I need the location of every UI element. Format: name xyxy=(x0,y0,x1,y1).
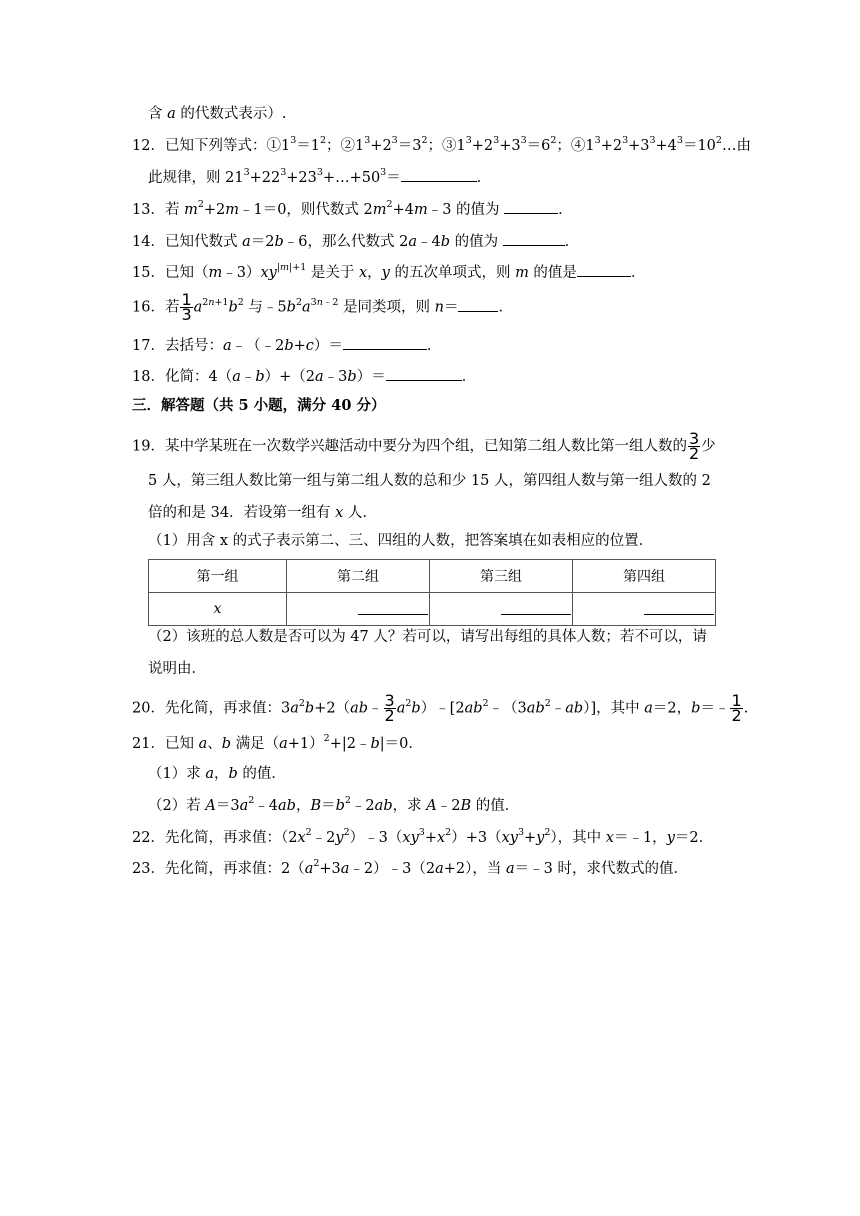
table-header-cell: 第四组 xyxy=(573,560,716,593)
question-17: 17．去括号：a﹣（﹣2b+c）＝ ． xyxy=(132,335,441,356)
question-number: 20． xyxy=(132,700,165,717)
table-cell-second-group[interactable] xyxy=(287,593,430,626)
table-header-cell: 第一组 xyxy=(149,560,287,593)
answer-blank[interactable] xyxy=(458,297,498,312)
question-number: 23． xyxy=(132,861,165,877)
table-header-cell: 第二组 xyxy=(287,560,430,593)
answer-blank[interactable] xyxy=(504,199,558,214)
question-12-line2: 此规律，则 $21^3+22^3+23^3+\dots+50^3=$ ． xyxy=(148,167,492,186)
question-23: 23．先化简，再求值：$2(a^2+3a﹣2)﹣3(2a+2)$，当 a＝﹣3 时，求代数式的值． xyxy=(132,858,688,877)
question-20: 20．先化简，再求值：$3a^2b+2(ab﹣$ $\frac{3}{2}$ $a^2b)﹣[2ab^2﹣(3ab^2﹣ab)]$，其中 a＝2，b＝﹣ $\frac{1}{2}$ . xyxy=(132,691,749,725)
fraction-three-halves: $\frac{3}{2}$ xyxy=(384,691,395,725)
answer-blank[interactable] xyxy=(644,600,714,615)
question-number: 17． xyxy=(132,338,165,354)
answer-blank[interactable] xyxy=(501,600,571,615)
table-header-cell: 第三组 xyxy=(430,560,573,593)
answer-blank[interactable] xyxy=(503,231,565,246)
answer-blank[interactable] xyxy=(577,262,631,277)
answer-blank[interactable] xyxy=(386,366,462,381)
question-21: 21．已知 a、b 满足$(a+1)^2+|2﹣b|=0$． xyxy=(132,733,423,752)
question-19-part2-line1: （2）该班的总人数是否可以为 47 人？若可以，请写出每组的具体人数；若不可以，请 xyxy=(148,629,707,645)
table-header-row xyxy=(149,560,716,593)
section-heading: 三．解答题（共 5 小题，满分 40 分） xyxy=(132,397,386,414)
answer-blank[interactable] xyxy=(401,167,477,182)
question-21-part1: （1）求 a，b 的值． xyxy=(148,766,286,782)
question-19-part1: （1）用含 x 的式子表示第二、三、四组的人数，把答案填在如表相应的位置． xyxy=(148,533,654,549)
question-number: 16． xyxy=(132,299,165,316)
question-15: 15．已知$(m﹣3)xy^{|m|+1}$ 是关于 x，y 的五次单项式，则 m 的值是 ． xyxy=(132,262,646,281)
question-22: 22．先化简，再求值：$(2x^2﹣2y^2)﹣3(xy^3+x^2)+3(xy^3+y^2)$，其中 x＝﹣1，y＝2． xyxy=(132,827,714,846)
question-number: 19． xyxy=(132,438,165,455)
question-16: 16．若 $\frac{1}{3}$ $a^{2n+1}b^2$ 与$﹣5b^2a^{3n﹣2}$ 是同类项，则 n＝ ． xyxy=(132,290,513,324)
question-number: 12． xyxy=(132,138,165,154)
question-19-line3: 倍的和是 34．若设第一组有 x 人． xyxy=(148,505,377,521)
fraction-one-half: $\frac{1}{2}$ xyxy=(731,691,742,725)
group-table xyxy=(148,559,716,626)
question-12-line1: 12．已知下列等式：$①1^3=1^2$；$②1^3+2^3=3^2$；$③1^3+2^3+3^3=6^2$；$④1^3+2^3+3^3+4^3=10^2\dots$由 xyxy=(132,135,751,154)
question-number: 15． xyxy=(132,265,165,281)
table-cell-fourth-group[interactable] xyxy=(573,593,716,626)
fraction-one-third: $\frac{1}{3}$ xyxy=(181,290,192,324)
table-row xyxy=(149,593,716,626)
question-number: 21． xyxy=(132,736,165,752)
question-number: 22． xyxy=(132,830,165,846)
question-number: 14． xyxy=(132,234,165,250)
question-13: 13．若 $m^2+2m﹣1=0$，则代数式 $2m^2+4m﹣3$ 的值为 ． xyxy=(132,199,573,218)
answer-blank[interactable] xyxy=(358,600,428,615)
question-14: 14．已知代数式 a＝2b﹣6，那么代数式 2a﹣4b 的值为 ． xyxy=(132,231,579,252)
fraction-three-halves: $\frac{3}{2}$ xyxy=(688,429,700,463)
question-18: 18．化简：4（a﹣b）+（2a﹣3b）＝ ． xyxy=(132,366,476,387)
question-11-tail: 含 a 的代数式表示）. xyxy=(148,106,287,122)
question-21-part2: （2）若 $A=3a^2﹣4ab$，$B=b^2﹣2ab$，求 A﹣2B 的值． xyxy=(148,795,520,814)
table-cell-third-group[interactable] xyxy=(430,593,573,626)
answer-blank[interactable] xyxy=(343,335,427,350)
table-cell-first-group: x xyxy=(149,593,287,626)
question-19-line1 xyxy=(132,429,716,463)
question-text: 某中学某班在一次数学兴趣活动中要分为四个组，已知第二组人数比第一组人数的 xyxy=(164,438,687,455)
question-number: 18． xyxy=(132,369,165,385)
question-19-line2: 5 人，第三组人数比第一组与第二组人数的总和少 15 人，第四组人数与第一组人数的 2 xyxy=(148,473,711,489)
question-text: 少 xyxy=(701,438,716,455)
question-number: 13． xyxy=(132,202,165,218)
question-19-part2-line2: 说明由． xyxy=(148,661,206,677)
